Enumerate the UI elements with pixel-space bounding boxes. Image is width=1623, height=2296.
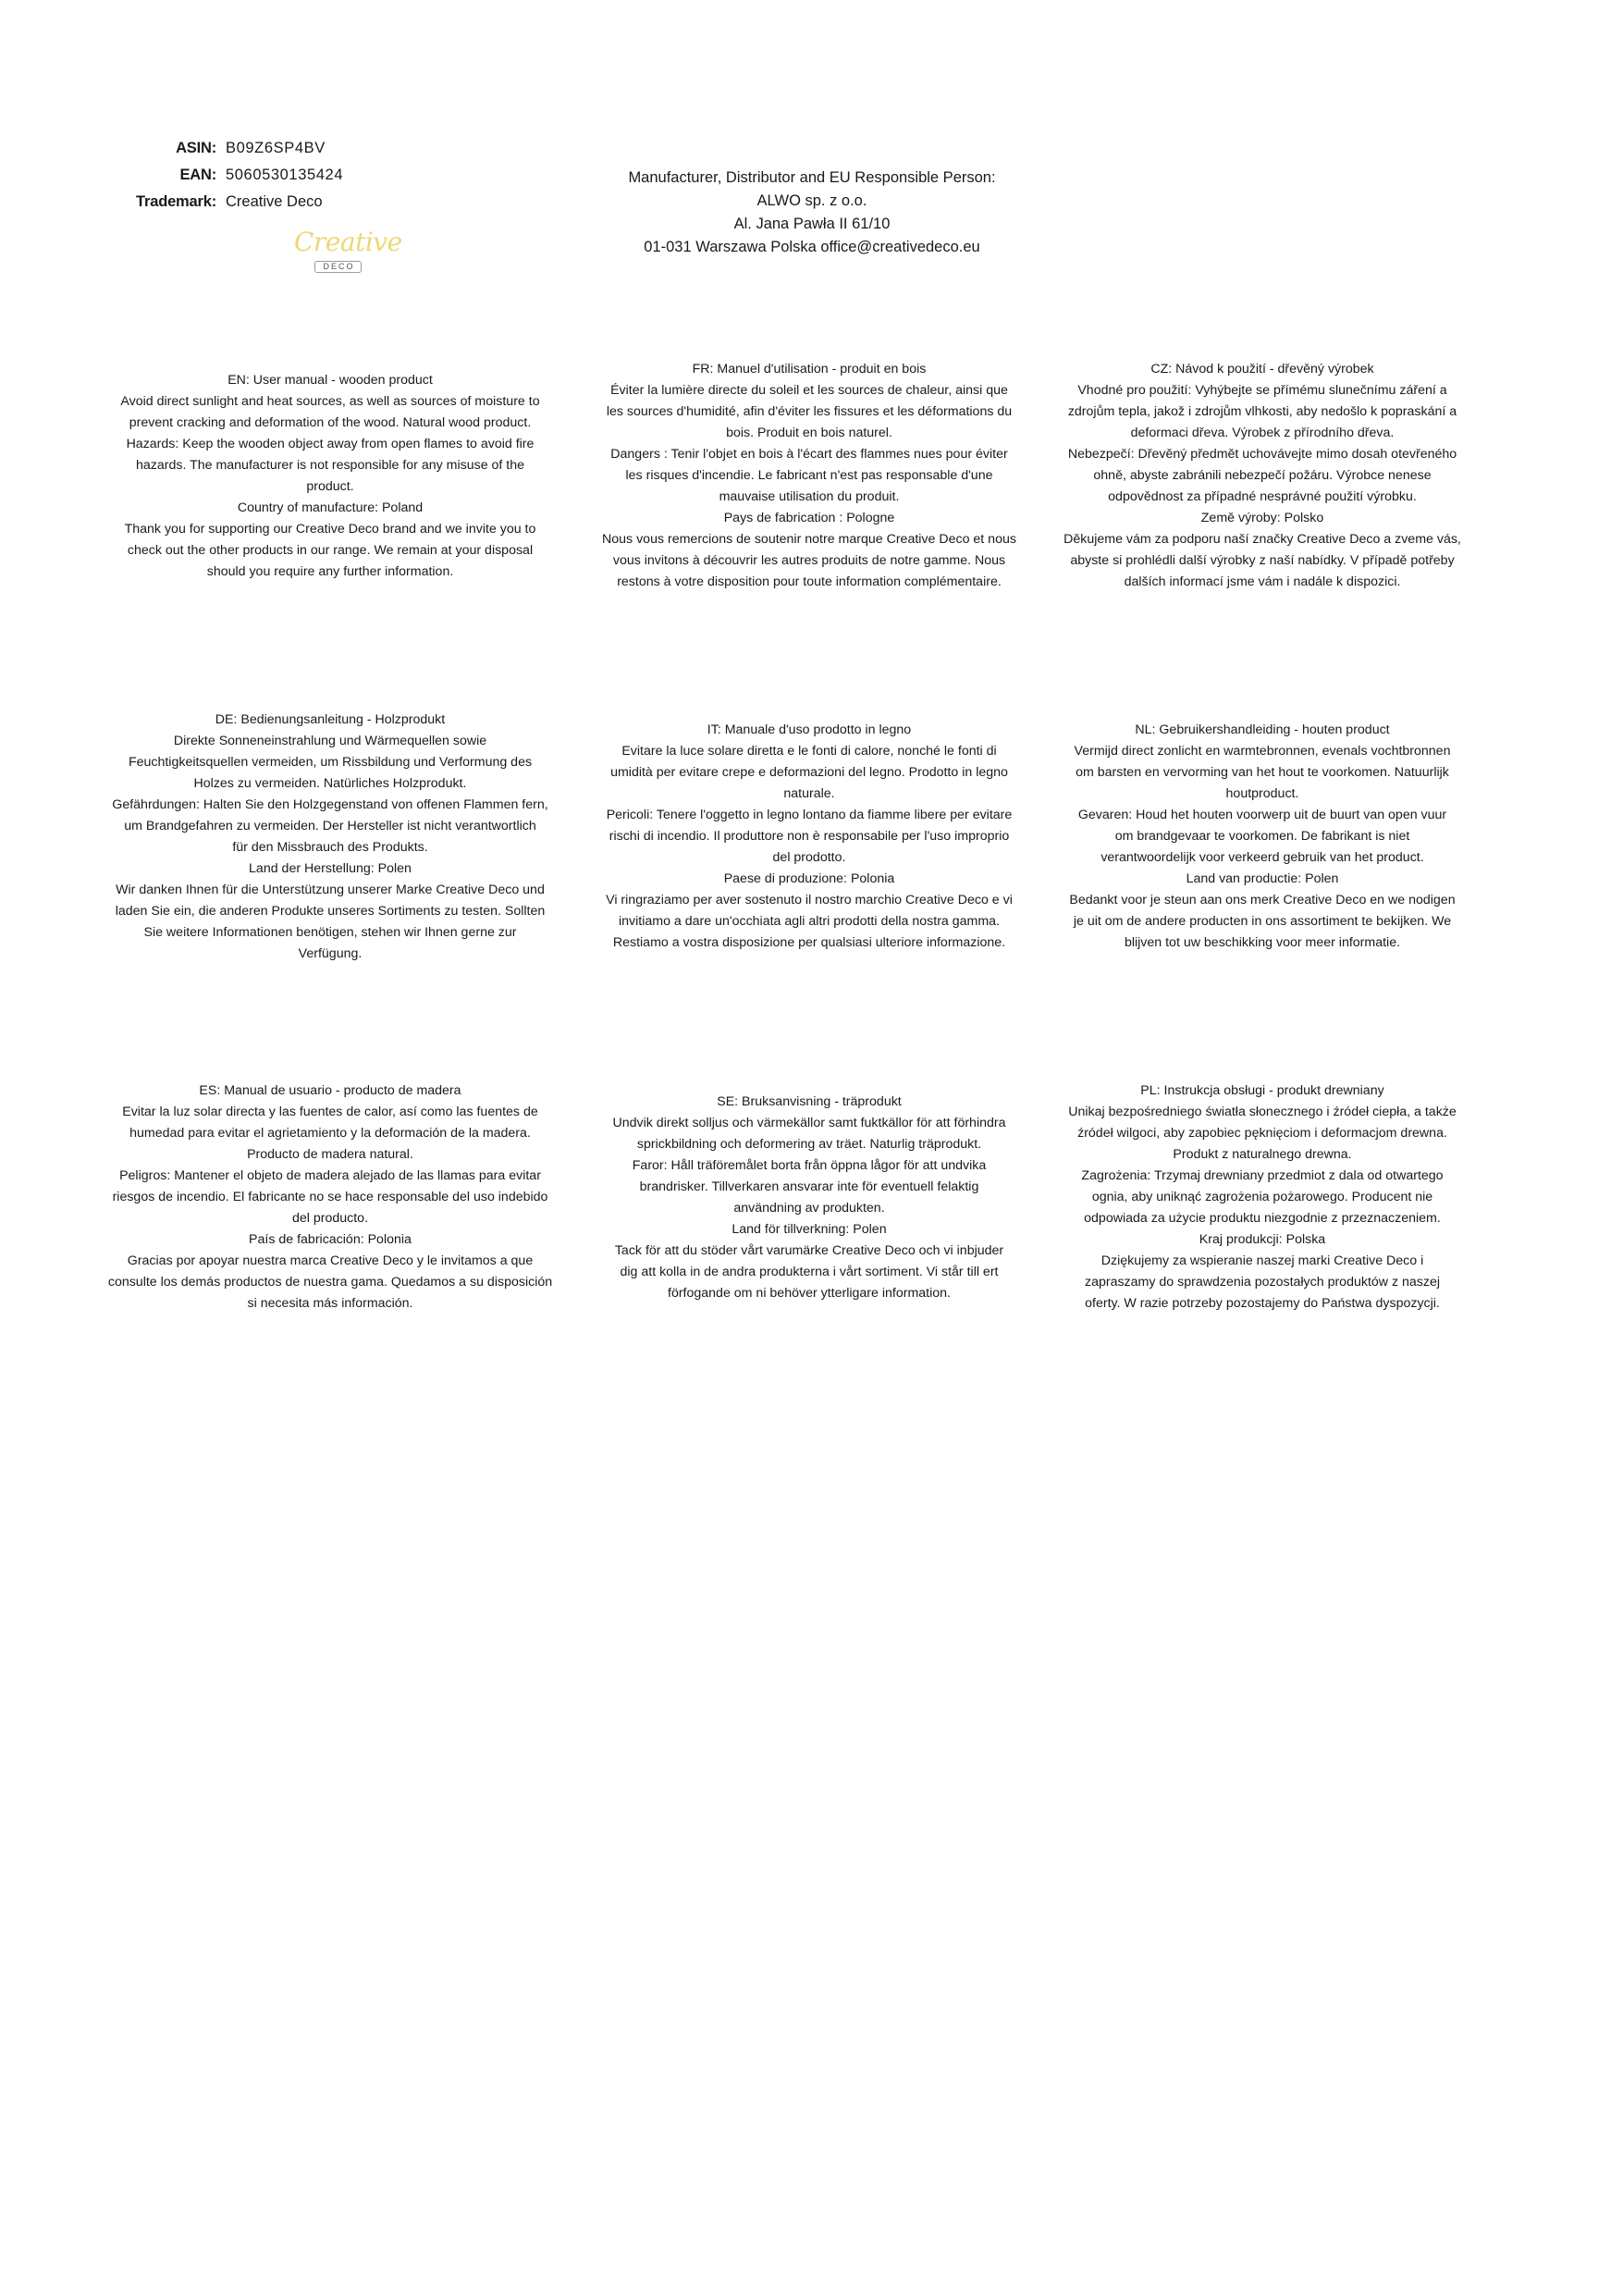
section-line: prevent cracking and deformation of the wood. Natural wood product. <box>129 415 532 430</box>
section-line: vous invitons à découvrir les autres produits de notre gamme. Nous <box>612 553 1006 568</box>
section-title-fr: FR: Manuel d'utilisation - produit en bois <box>692 362 927 376</box>
section-line: Direkte Sonneneinstrahlung und Wärmequellen sowie <box>173 734 487 748</box>
section-line: Undvik direkt solljus och värmekällor samt fuktkällor för att förhindra <box>612 1116 1006 1130</box>
ean-value: 5060530135424 <box>226 167 344 183</box>
section-line: Land för tillverkning: Polen <box>732 1222 887 1237</box>
trademark-label: Trademark: <box>136 193 216 210</box>
section-line: Evitar la luz solar directa y las fuentes de calor, así como las fuentes de <box>122 1105 538 1119</box>
section-line: Sie weitere Informationen benötigen, stehen wir Ihnen gerne zur <box>143 925 517 940</box>
section-line: mauvaise utilisation du produit. <box>719 489 900 504</box>
section-line: odpowiada za użycie produktu niezgodnie z przeznaczeniem. <box>1084 1211 1441 1226</box>
section-line: Bedankt voor je steun aan ons merk Creative Deco en we nodigen <box>1069 893 1456 907</box>
section-line: naturale. <box>783 786 835 801</box>
manufacturer-block <box>572 167 1052 259</box>
section-line: Land van productie: Polen <box>1186 871 1339 886</box>
section-line: deformaci dřeva. Výrobek z přírodního dřeva. <box>1130 426 1395 440</box>
section-line: check out the other products in our range. We remain at your disposal <box>127 543 534 558</box>
manufacturer-line: Al. Jana Pawła II 61/10 <box>733 216 891 232</box>
section-line: Wir danken Ihnen für die Unterstützung unserer Marke Creative Deco und <box>116 883 545 897</box>
section-line: Country of manufacture: Poland <box>237 500 424 515</box>
section-line: für den Missbrauch des Produkts. <box>232 840 428 855</box>
section-line: hazards. The manufacturer is not responsible for any misuse of the <box>135 458 525 473</box>
section-line: si necesita más información. <box>247 1296 413 1311</box>
section-line: Vermijd direct zonlicht en warmtebronnen, evenals vochtbronnen <box>1074 744 1451 759</box>
section-line: Avoid direct sunlight and heat sources, as well as sources of moisture to <box>120 394 540 409</box>
trademark-row <box>92 189 343 216</box>
section-line: laden Sie ein, die anderen Produkte unseres Sortiments zu testen. Sollten <box>115 904 546 919</box>
section-line: brandrisker. Tillverkaren ansvarar inte för eventuell felaktig <box>639 1179 979 1194</box>
section-line: Evitare la luce solare diretta e le fonti di calore, nonché le fonti di <box>621 744 997 759</box>
section-line: País de fabricación: Polonia <box>249 1232 412 1247</box>
section-line: förfogande om ni behöver ytterligare information. <box>668 1286 951 1301</box>
section-line: product. <box>306 479 354 494</box>
section-line: Feuchtigkeitsquellen vermeiden, um Rissbildung und Verformung des <box>128 755 533 770</box>
section-line: Pericoli: Tenere l'oggetto in legno lontano da fiamme libere per evitare <box>606 808 1013 822</box>
trademark-value: Creative Deco <box>226 193 323 210</box>
section-line: riesgos de incendio. El fabricante no se hace responsable del uso indebido <box>112 1190 548 1204</box>
section-title-nl: NL: Gebruikershandleiding - houten product <box>1135 722 1390 737</box>
manual-section-cz <box>1036 359 1489 593</box>
section-title-it: IT: Manuale d'uso prodotto in legno <box>707 722 912 737</box>
section-line: dig att kolla in de andra produkterna i vårt sortiment. Vi står till ert <box>620 1265 999 1279</box>
section-line: Dziękujemy za wspieranie naszej marki Creative Deco i <box>1100 1253 1424 1268</box>
manual-section-nl <box>1036 720 1489 954</box>
section-line: Gefährdungen: Halten Sie den Holzgegenstand von offenen Flammen fern, <box>112 797 548 812</box>
manufacturer-line: Manufacturer, Distributor and EU Responsible Person: <box>628 169 996 186</box>
manual-section-pl <box>1036 1080 1489 1315</box>
section-line: rischi di incendio. Il produttore non è responsabile per l'uso improprio <box>609 829 1010 844</box>
section-line: sprickbildning och deformering av träet. Naturlig träprodukt. <box>636 1137 982 1152</box>
section-line: Restiamo a vostra disposizione per qualsiasi ulteriore informazione. <box>612 935 1006 950</box>
section-title-cz: CZ: Návod k použití - dřevěný výrobek <box>1150 362 1374 376</box>
section-line: zapraszamy do sprawdzenia pozostałych produktów z naszej <box>1084 1275 1441 1290</box>
section-line: houtproduct. <box>1225 786 1299 801</box>
manual-section-es <box>104 1080 557 1315</box>
section-line: om brandgevaar te voorkomen. De fabrikant is niet <box>1114 829 1410 844</box>
section-line: les sources d'humidité, afin d'éviter les fissures et les déformations du <box>606 404 1013 419</box>
section-line: um Brandgefahren zu vermeiden. Der Hersteller ist nicht verantwortlich <box>124 819 536 833</box>
section-line: odpovědnost za případné nesprávné použití výrobku. <box>1108 489 1417 504</box>
logo-wordmark: Creative <box>294 227 402 257</box>
section-line: Gevaren: Houd het houten voorwerp uit de buurt van open vuur <box>1077 808 1447 822</box>
section-line: Dangers : Tenir l'objet en bois à l'écart des flammes nues pour éviter <box>610 447 1008 462</box>
section-line: oferty. W razie potrzeby pozostajemy do Państwa dyspozycji. <box>1085 1296 1440 1311</box>
section-line: Producto de madera natural. <box>247 1147 413 1162</box>
asin-label: ASIN: <box>176 140 216 156</box>
section-title-es: ES: Manual de usuario - producto de madera <box>199 1083 461 1098</box>
section-line: je uit om de andere producten in ons assortiment te bekijken. We <box>1073 914 1452 929</box>
section-line: Vi ringraziamo per aver sostenuto il nostro marchio Creative Deco e vi <box>606 893 1013 907</box>
section-title-de: DE: Bedienungsanleitung - Holzprodukt <box>215 712 446 727</box>
section-line: Éviter la lumière directe du soleil et les sources de chaleur, ainsi que <box>610 383 1008 398</box>
section-line: invitiamo a dare un'occhiata agli altri prodotti della nostra gamma. <box>619 914 1000 929</box>
section-line: ognia, aby uniknąć zagrożenia pożarowego. Producent nie <box>1091 1190 1433 1204</box>
section-line: should you require any further information. <box>206 564 454 579</box>
section-line: humedad para evitar el agrietamiento y la deformación de la madera. <box>129 1126 531 1141</box>
section-line: zdrojům tepla, jakož i zdrojům vlhkosti, aby nedošlo k popraskání a <box>1067 404 1457 419</box>
section-line: del prodotto. <box>772 850 846 865</box>
section-line: ohně, abyste zabránili nebezpečí požáru. Výrobce nenese <box>1093 468 1432 483</box>
section-line: źródeł wilgoci, aby zapobiec pęknięciom i deformacjom drewna. <box>1077 1126 1447 1141</box>
manual-section-it <box>583 720 1036 954</box>
asin-value: B09Z6SP4BV <box>226 140 326 156</box>
section-line: blijven tot uw beschikking voor meer informatie. <box>1124 935 1401 950</box>
section-line: bois. Produit en bois naturel. <box>726 426 892 440</box>
section-line: Faror: Håll träföremålet borta från öppna lågor för att undvika <box>632 1158 987 1173</box>
section-line: användning av produkten. <box>733 1201 885 1216</box>
section-line: Kraj produkcji: Polska <box>1199 1232 1326 1247</box>
section-line: Nebezpečí: Dřevěný předmět uchovávejte mimo dosah otevřeného <box>1067 447 1457 462</box>
section-line: les risques d'incendie. Le fabricant n'est pas responsable d'une <box>625 468 993 483</box>
asin-row <box>92 135 343 162</box>
section-line: Hazards: Keep the wooden object away from open flames to avoid fire <box>126 437 535 451</box>
manufacturer-line: 01-031 Warszawa Polska office@creativedeco.eu <box>644 239 980 255</box>
section-line: Unikaj bezpośredniego światła słonecznego i źródeł ciepła, a także <box>1068 1105 1457 1119</box>
section-line: Thank you for supporting our Creative Deco brand and we invite you to <box>124 522 536 537</box>
section-line: Země výroby: Polsko <box>1200 511 1324 525</box>
section-line: Tack för att du stöder vårt varumärke Creative Deco och vi inbjuder <box>614 1243 1004 1258</box>
section-line: Peligros: Mantener el objeto de madera alejado de las llamas para evitar <box>119 1168 541 1183</box>
section-line: umidità per evitare crepe e deformazioni del legno. Prodotto in legno <box>610 765 1008 780</box>
manual-section-en <box>104 370 557 583</box>
section-title-en: EN: User manual - wooden product <box>227 373 433 388</box>
manual-section-fr <box>583 359 1036 593</box>
section-line: Verfügung. <box>298 946 363 961</box>
ean-row <box>92 162 343 189</box>
creative-deco-logo <box>294 227 402 279</box>
manufacturer-line: ALWO sp. z o.o. <box>756 192 867 209</box>
logo-badge: DECO <box>314 261 361 273</box>
section-line: consulte los demás productos de nuestra gama. Quedamos a su disposición <box>107 1275 553 1290</box>
section-line: restons à votre disposition pour toute information complémentaire. <box>617 574 1002 589</box>
manual-section-se <box>583 1092 1036 1304</box>
section-line: Land der Herstellung: Polen <box>249 861 412 876</box>
section-line: Holzes zu vermeiden. Natürliches Holzprodukt. <box>193 776 467 791</box>
section-line: Zagrożenia: Trzymaj drewniany przedmiot z dala od otwartego <box>1081 1168 1444 1183</box>
section-line: Děkujeme vám za podporu naší značky Creative Deco a zveme vás, <box>1064 532 1461 547</box>
section-line: Paese di produzione: Polonia <box>723 871 895 886</box>
section-line: del producto. <box>291 1211 369 1226</box>
section-line: om barsten en vervorming van het hout te voorkomen. Natuurlijk <box>1076 765 1449 780</box>
section-line: dalších informací jsme vám i nadále k dispozici. <box>1124 574 1401 589</box>
manual-section-de <box>104 710 557 965</box>
section-line: Produkt z naturalnego drewna. <box>1173 1147 1352 1162</box>
section-line: Nous vous remercions de soutenir notre marque Creative Deco et nous <box>602 532 1016 547</box>
section-line: Pays de fabrication : Pologne <box>723 511 895 525</box>
section-line: Vhodné pro použití: Vyhýbejte se přímému slunečnímu záření a <box>1077 383 1447 398</box>
section-line: verantwoordelijk voor verkeerd gebruik van het product. <box>1100 850 1424 865</box>
product-identifiers <box>92 135 343 216</box>
ean-label: EAN: <box>179 167 216 183</box>
section-title-pl: PL: Instrukcja obsługi - produkt drewniany <box>1140 1083 1384 1098</box>
section-line: abyste si prohlédli další výrobky z naší nabídky. V případě potřeby <box>1070 553 1455 568</box>
section-line: Gracias por apoyar nuestra marca Creative Deco y le invitamos a que <box>127 1253 534 1268</box>
section-title-se: SE: Bruksanvisning - träprodukt <box>717 1094 902 1109</box>
